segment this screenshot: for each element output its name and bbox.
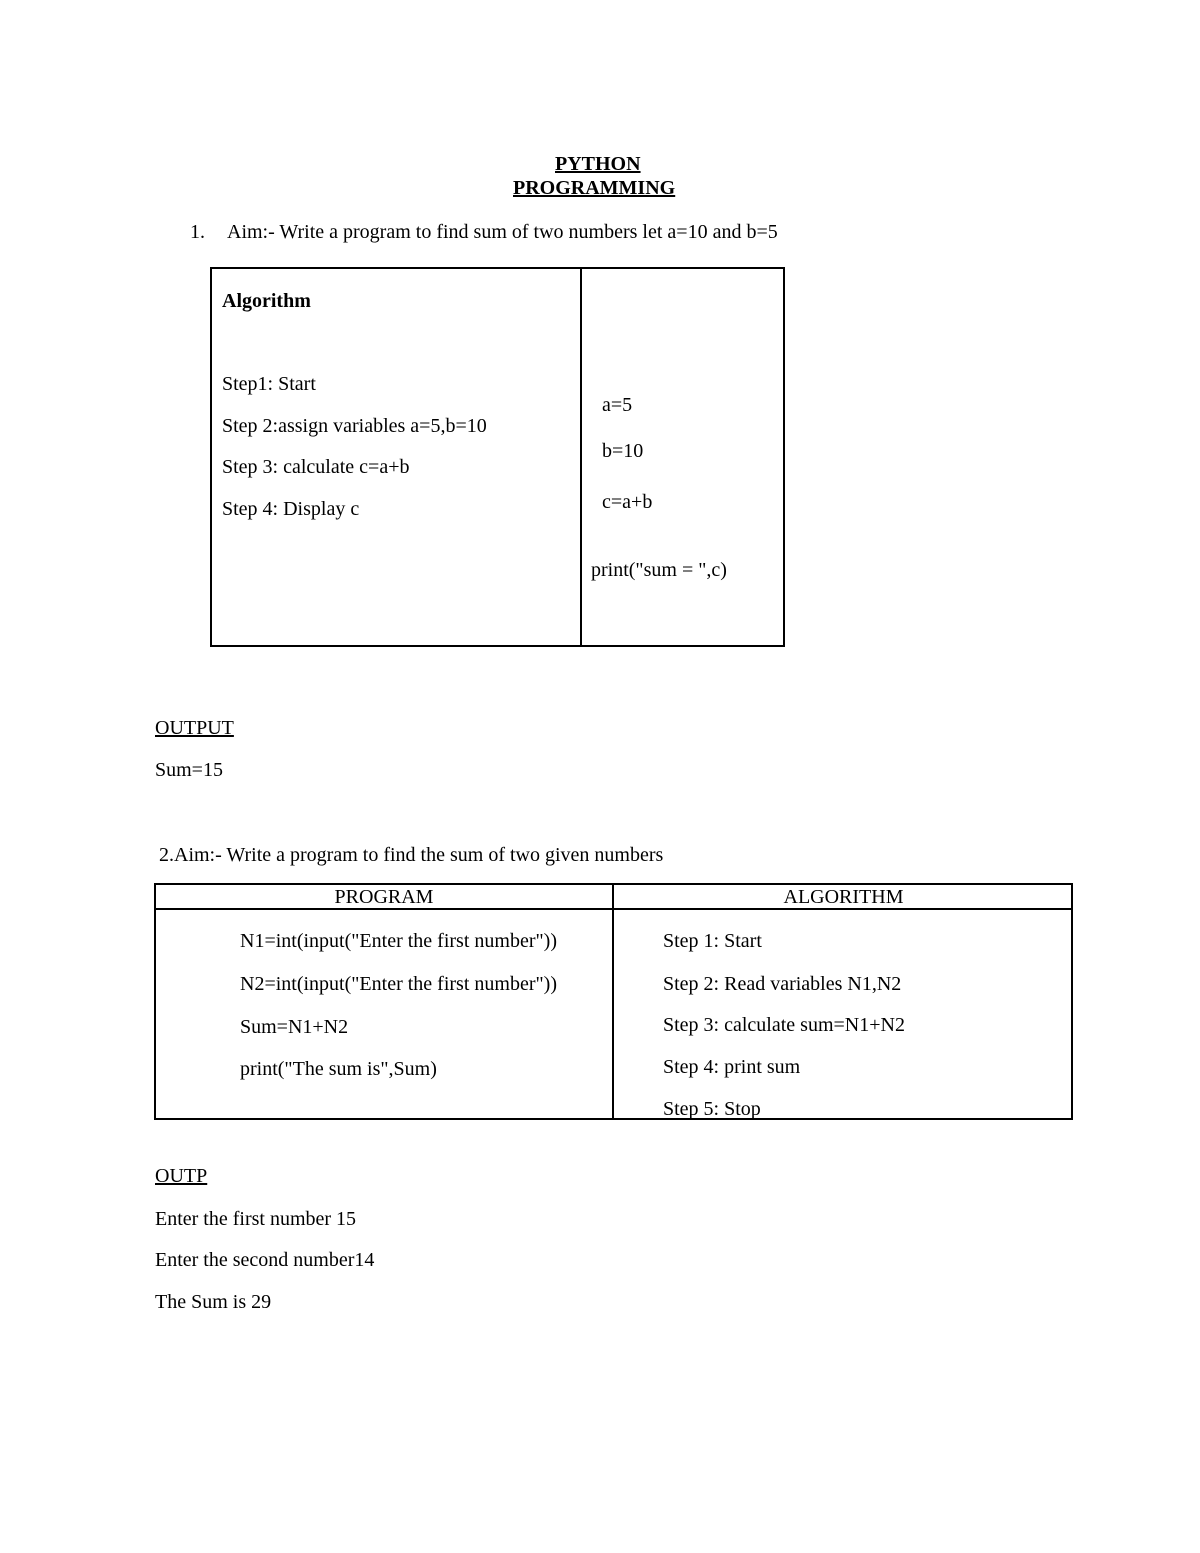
- q1-step: Step 3: calculate c=a+b: [222, 456, 410, 478]
- page-title-line2: PROGRAMMING: [513, 177, 676, 199]
- q2-algorithm-step: Step 4: print sum: [663, 1056, 801, 1078]
- q1-code-line: b=10: [602, 440, 644, 462]
- q1-aim: Aim:- Write a program to find sum of two numbers let a=10 and b=5: [227, 221, 778, 243]
- q1-output-heading: OUTPUT: [155, 717, 234, 739]
- q2-program-line: N1=int(input("Enter the first number")): [240, 930, 557, 952]
- q1-code-line: a=5: [602, 394, 633, 416]
- q2-program-line: print("The sum is",Sum): [240, 1058, 437, 1080]
- q1-number: 1.: [190, 221, 205, 243]
- q2-output-heading: OUTP: [155, 1165, 208, 1187]
- q1-code-line: c=a+b: [602, 491, 653, 513]
- q2-program-line: Sum=N1+N2: [240, 1016, 349, 1038]
- q1-table-divider: [580, 267, 582, 647]
- q2-output-line: Enter the second number14: [155, 1249, 375, 1271]
- page-title-line1: PYTHON: [555, 153, 641, 175]
- q2-output-line: Enter the first number 15: [155, 1208, 357, 1230]
- q1-step: Step1: Start: [222, 373, 316, 395]
- q1-algorithm-heading: Algorithm: [222, 290, 311, 312]
- q2-algorithm-header: ALGORITHM: [783, 886, 904, 908]
- q2-program-header: PROGRAM: [334, 886, 434, 908]
- q2-algorithm-step: Step 2: Read variables N1,N2: [663, 973, 902, 995]
- q2-algorithm-step: Step 5: Stop: [663, 1098, 761, 1120]
- q2-table-divider: [612, 883, 614, 1120]
- q1-step: Step 4: Display c: [222, 498, 360, 520]
- q2-aim: 2.Aim:- Write a program to find the sum of two given numbers: [159, 844, 664, 866]
- q2-algorithm-step: Step 3: calculate sum=N1+N2: [663, 1014, 905, 1036]
- q2-output-line: The Sum is 29: [155, 1291, 272, 1313]
- q1-code-line: print("sum = ",c): [591, 559, 727, 581]
- q2-program-line: N2=int(input("Enter the first number")): [240, 973, 557, 995]
- q1-output: Sum=15: [155, 759, 223, 781]
- q1-step: Step 2:assign variables a=5,b=10: [222, 415, 487, 437]
- q2-algorithm-step: Step 1: Start: [663, 930, 762, 952]
